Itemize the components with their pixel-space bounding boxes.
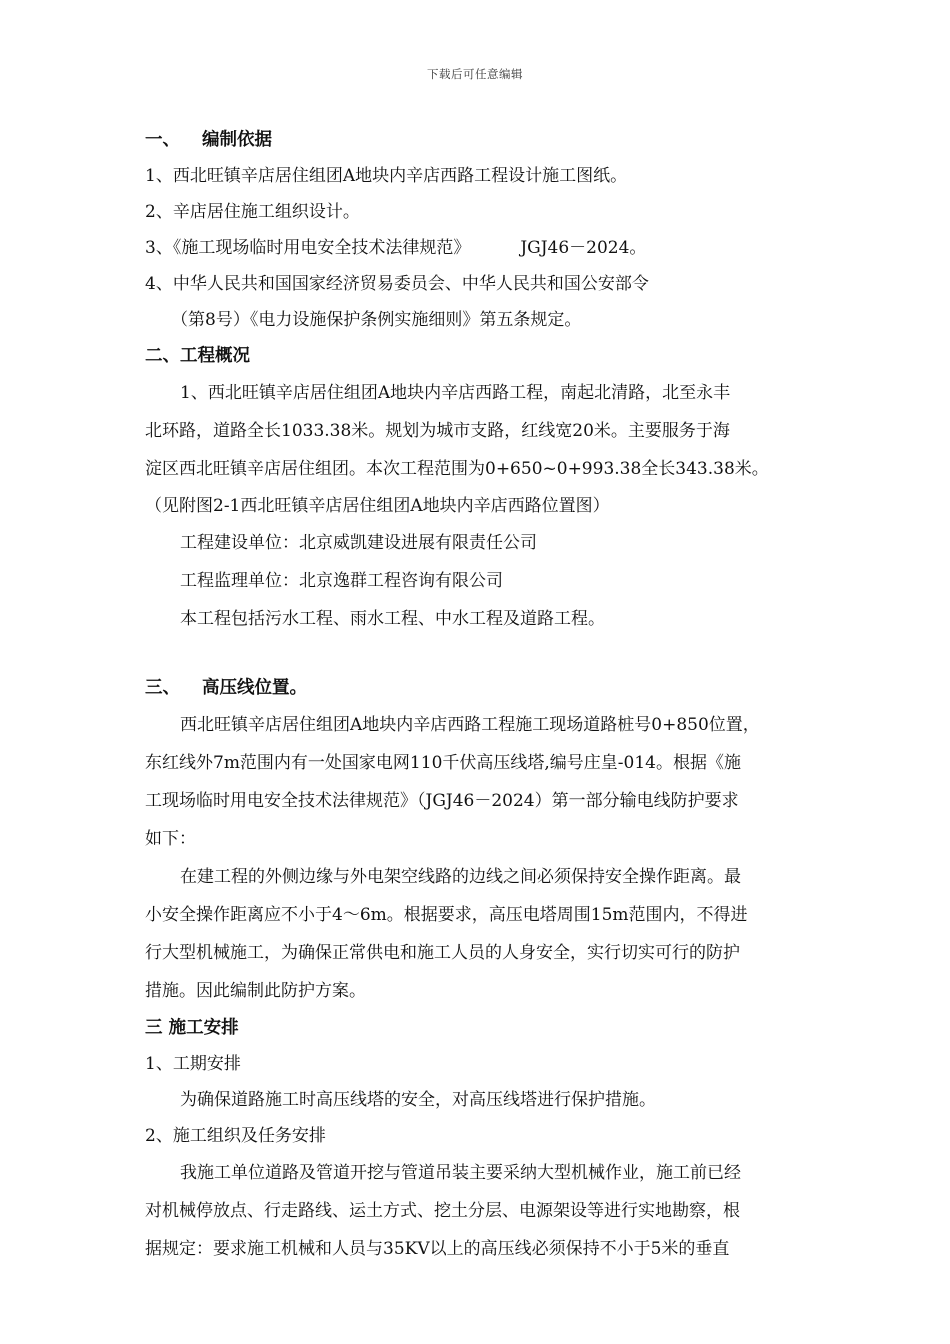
hv-para2-line-2: 小安全操作距离应不小于4～6m。根据要求，高压电塔周围15m范围内，不得进 — [145, 905, 748, 925]
basis-item-3-text: 3、《施工现场临时用电安全技术法律规范》 — [145, 238, 471, 258]
hv-para1-line-3: 工现场临时用电安全技术法律规范》（JGJ46－2024）第一部分输电线防护要求 — [145, 791, 739, 811]
arrangement-sub2-line-2: 对机械停放点、行走路线、运土方式、挖土分层、电源架设等进行实地勘察，根 — [145, 1201, 740, 1221]
arrangement-sub2-title: 2、施工组织及任务安排 — [145, 1126, 326, 1146]
overview-builder: 工程建设单位：北京威凯建设进展有限责任公司 — [180, 533, 537, 553]
overview-supervisor: 工程监理单位：北京逸群工程咨询有限公司 — [180, 571, 503, 591]
section-number: 一、 — [145, 130, 180, 150]
arrangement-sub1-title: 1、工期安排 — [145, 1054, 241, 1074]
document-body — [145, 122, 825, 1268]
basis-item-1: 1、西北旺镇辛店居住组团A地块内辛店西路工程设计施工图纸。 — [145, 166, 628, 186]
blank-line — [145, 638, 825, 670]
basis-item-3-code: JGJ46－2024。 — [520, 238, 647, 258]
overview-line-2: 北环路，道路全长1033.38米。规划为城市支路，红线宽20米。主要服务于海 — [145, 421, 730, 441]
hv-para2-line-4: 措施。因此编制此防护方案。 — [145, 981, 366, 1001]
basis-item-4: 4、中华人民共和国国家经济贸易委员会、中华人民共和国公安部令 — [145, 274, 649, 294]
basis-item-3 — [145, 230, 825, 266]
overview-line-3: 淀区西北旺镇辛店居住组团。本次工程范围为0+650~0+993.38全长343.38米。 — [145, 459, 769, 479]
section-heading-basis — [145, 122, 825, 158]
hv-para2-line-1: 在建工程的外侧边缘与外电架空线路的边线之间必须保持安全操作距离。最 — [180, 867, 741, 887]
hv-para1-line-4: 如下： — [145, 829, 196, 849]
basis-item-4-cont: （第8号）《电力设施保护条例实施细则》第五条规定。 — [171, 310, 582, 330]
section-title: 编制依据 — [202, 130, 272, 150]
arrangement-sub1-text: 为确保道路施工时高压线塔的安全，对高压线塔进行保护措施。 — [180, 1090, 656, 1110]
hv-para2-line-3: 行大型机械施工，为确保正常供电和施工人员的人身安全，实行切实可行的防护 — [145, 943, 740, 963]
hv-para1-line-2: 东红线外7m范围内有一处国家电网110千伏高压线塔,编号庄皇-014。根据《施 — [145, 753, 741, 773]
header-note: 下载后可任意编辑 — [427, 67, 523, 81]
section-heading-overview: 二、工程概况 — [145, 346, 250, 366]
section-heading-arrangement: 三 施工安排 — [145, 1018, 239, 1038]
section-number: 三、 — [145, 678, 180, 698]
basis-item-2: 2、辛店居住施工组织设计。 — [145, 202, 360, 222]
overview-scope: 本工程包括污水工程、雨水工程、中水工程及道路工程。 — [180, 609, 605, 629]
overview-line-4: （见附图2-1西北旺镇辛店居住组团A地块内辛店西路位置图） — [145, 496, 610, 516]
hv-para1-line-1: 西北旺镇辛店居住组团A地块内辛店西路工程施工现场道路桩号0+850位置， — [180, 715, 760, 735]
section-heading-hv-line — [145, 670, 825, 706]
section-title: 高压线位置。 — [202, 678, 307, 698]
overview-line-1: 1、西北旺镇辛店居住组团A地块内辛店西路工程，南起北清路，北至永丰 — [180, 383, 731, 403]
arrangement-sub2-line-3: 据规定：要求施工机械和人员与35KV以上的高压线必须保持不小于5米的垂直 — [145, 1239, 730, 1259]
arrangement-sub2-line-1: 我施工单位道路及管道开挖与管道吊装主要采纳大型机械作业，施工前已经 — [180, 1163, 741, 1183]
